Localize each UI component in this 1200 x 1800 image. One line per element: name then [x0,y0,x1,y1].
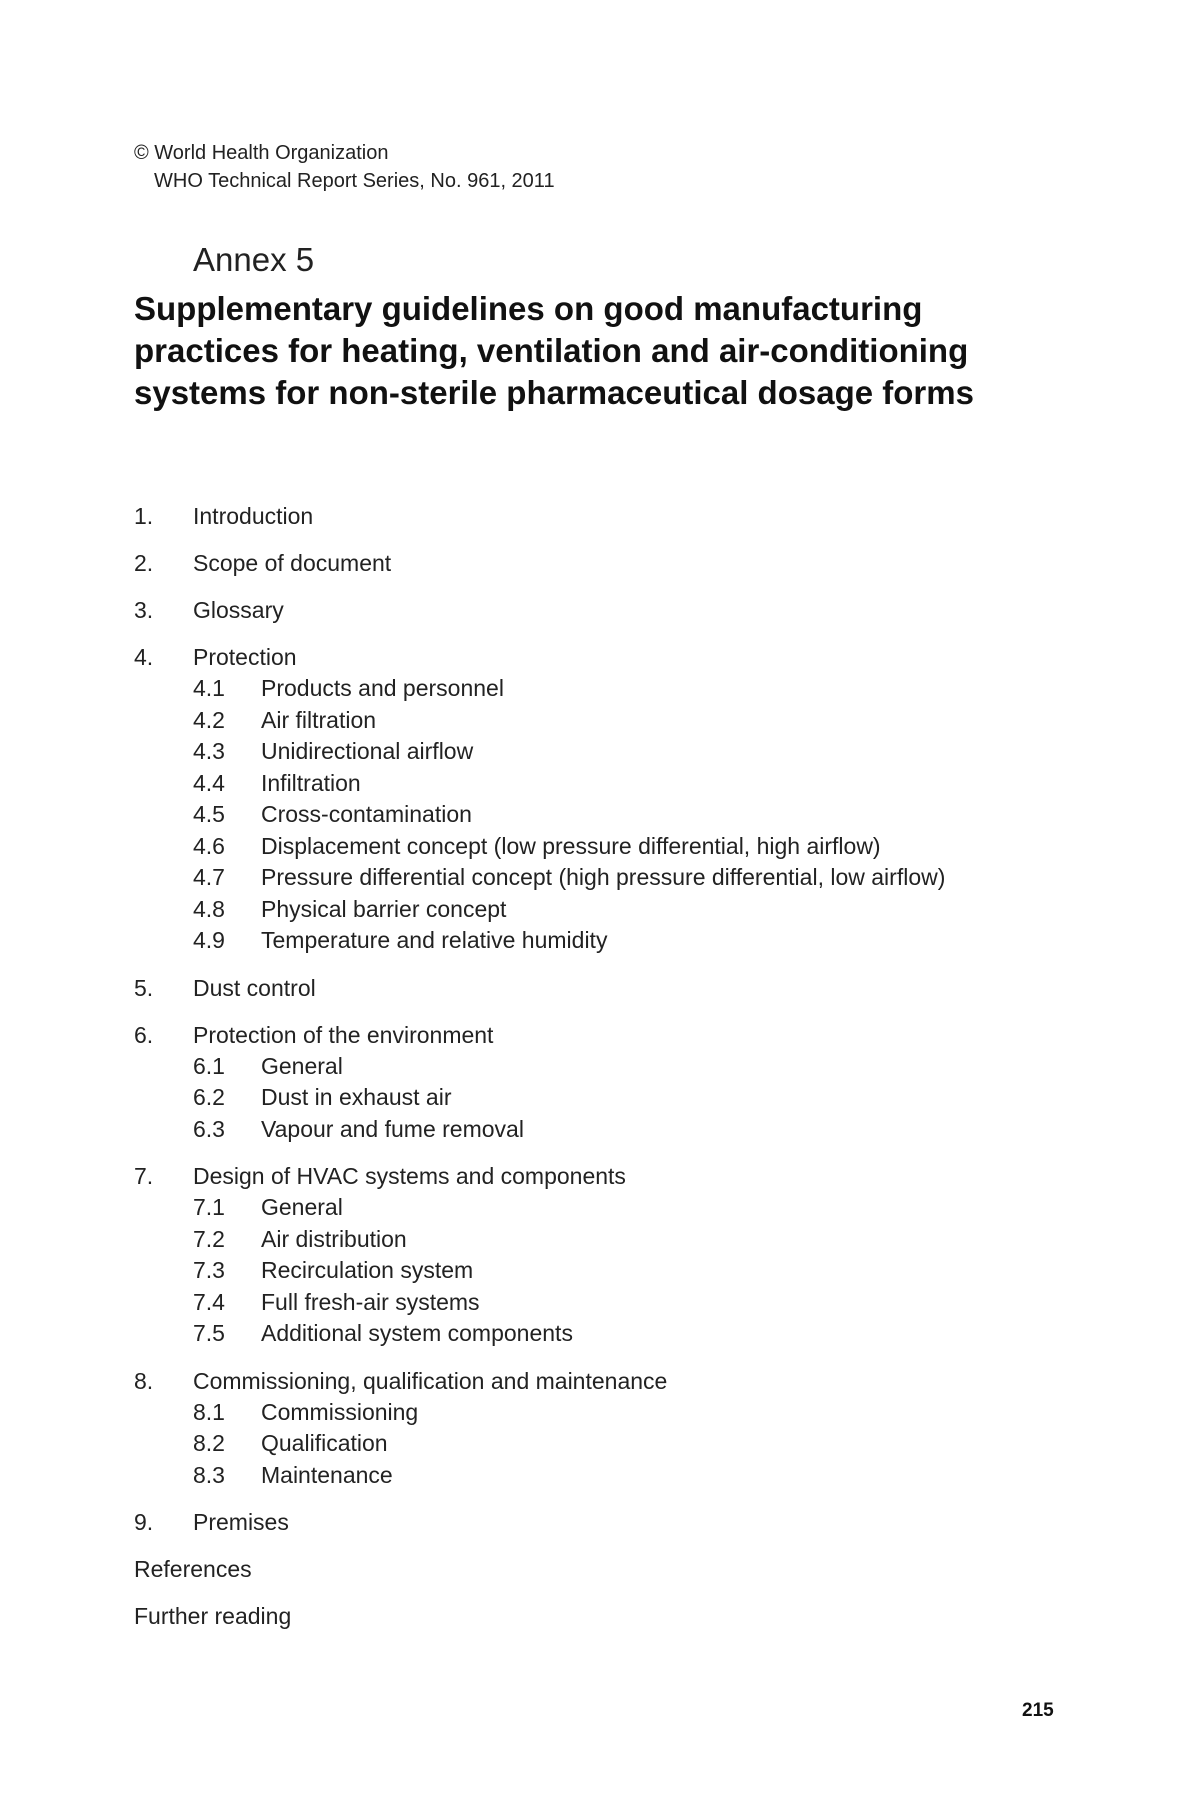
toc-subitem-number: 7.1 [193,1194,225,1220]
page-title: Supplementary guidelines on good manufacturing practices for heating, ventilation and air-conditioning systems for non-sterile pharmaceutical dosage forms [134,290,974,411]
toc-entry [134,594,1094,626]
toc-item-label: Commissioning, qualification and maintenance [193,1367,668,1394]
toc-subitem-label: Dust in exhaust air [261,1084,452,1110]
toc-item [134,1019,1094,1051]
toc-subitem-label: Full fresh-air systems [261,1288,480,1315]
toc-entry [134,1365,1094,1492]
toc-subitem [193,705,1094,737]
toc-item-label: Premises [193,1509,289,1535]
toc-subitem [193,1287,1094,1319]
toc-subitem [193,925,1094,957]
toc-subsection-list [193,1192,1094,1350]
toc-item-label: Protection of the environment [193,1021,494,1048]
toc-subitem-label: Temperature and relative humidity [261,927,608,953]
toc-subitem-label: Air filtration [261,706,377,733]
toc-item-label: Design of HVAC systems and components [193,1163,626,1189]
toc-entry [134,1506,1094,1538]
toc-subitem [193,894,1094,926]
toc-item-number: 7. [134,1163,154,1189]
toc-item-label: Protection [193,644,297,670]
toc-subitem [193,1460,1094,1492]
toc-item-number: 1. [134,503,154,529]
toc-subitem [193,1397,1094,1429]
toc-item [134,972,1094,1004]
toc-subitem-number: 6.3 [193,1115,225,1142]
toc-item-number: 9. [134,1509,154,1535]
page-number: 215 [1022,1700,1054,1721]
toc-subitem-label: Infiltration [261,769,361,796]
toc-subitem-number: 8.2 [193,1430,225,1456]
toc-subitem [193,799,1094,831]
toc-item [134,594,1094,626]
toc-subitem-number: 4.3 [193,738,225,764]
toc-subitem-label: Qualification [261,1430,388,1456]
toc-item-label: References [134,1556,252,1582]
toc-item-label: Scope of document [193,550,392,576]
toc-entry [134,641,1094,957]
series-line: WHO Technical Report Series, No. 961, 2011 [154,170,555,192]
toc-subitem [193,862,1094,894]
toc-entry [134,972,1094,1004]
toc-subitem-label: Maintenance [261,1461,393,1488]
toc-item-label: Glossary [193,597,284,623]
toc-subitem [193,1114,1094,1146]
toc-subitem-number: 4.9 [193,927,225,953]
publication-header [134,139,555,195]
toc-item [134,547,1094,579]
toc-subsection-list [193,1051,1094,1146]
toc-subitem-label: Unidirectional airflow [261,738,474,764]
toc-subitem [193,1428,1094,1460]
toc-subitem [193,673,1094,705]
toc-item [134,1553,1094,1585]
toc-entry [134,1019,1094,1146]
toc-subitem [193,768,1094,800]
toc-item [134,1365,1094,1397]
toc-item [134,500,1094,532]
toc-subitem-label: Additional system components [261,1320,573,1346]
toc-subitem-number: 7.2 [193,1225,225,1252]
toc-subitem-number: 4.5 [193,801,225,827]
toc-subitem-label: General [261,1194,343,1220]
toc-subitem-label: Vapour and fume removal [261,1115,524,1142]
toc-item-number: 6. [134,1021,154,1048]
toc-subitem-number: 7.4 [193,1288,225,1315]
toc-item [134,1506,1094,1538]
toc-subitem-number: 4.4 [193,769,225,796]
toc-entry [134,1600,1094,1632]
toc-item-number: 4. [134,644,154,670]
toc-entry [134,1553,1094,1585]
toc-subitem [193,736,1094,768]
toc-subitem-number: 6.2 [193,1084,225,1110]
toc-subitem [193,1192,1094,1224]
toc-subitem [193,1051,1094,1083]
toc-item [134,641,1094,673]
toc-subitem-number: 8.1 [193,1398,225,1425]
toc-item-number: 5. [134,974,154,1001]
toc-subitem [193,1224,1094,1256]
toc-subitem [193,1318,1094,1350]
toc-subsection-list [193,673,1094,957]
toc-subitem-number: 7.3 [193,1257,225,1283]
toc-subitem-label: Cross-contamination [261,801,472,827]
toc-subitem-label: Physical barrier concept [261,895,507,922]
toc-subitem-number: 7.5 [193,1320,225,1346]
annex-label: Annex 5 [193,241,315,278]
toc-entry [134,1160,1094,1350]
toc-subitem-number: 4.8 [193,895,225,922]
toc-subitem-number: 4.7 [193,864,225,890]
table-of-contents [134,500,1094,1647]
toc-item [134,1600,1094,1632]
toc-item [134,1160,1094,1192]
toc-subitem-number: 6.1 [193,1052,225,1079]
toc-item-label: Further reading [134,1603,292,1629]
toc-subitem-label: Commissioning [261,1398,419,1425]
toc-item-number: 3. [134,597,154,623]
toc-subitem-number: 4.2 [193,706,225,733]
copyright-line: © World Health Organization [134,142,389,164]
toc-item-label: Introduction [193,503,314,529]
toc-subitem-label: Displacement concept (low pressure differential, high airflow) [261,832,881,859]
toc-subitem-label: Products and personnel [261,675,504,701]
toc-subitem-label: Pressure differential concept (high pressure differential, low airflow) [261,864,946,890]
toc-subsection-list [193,1397,1094,1492]
toc-item-label: Dust control [193,974,316,1001]
toc-item-number: 2. [134,550,154,576]
toc-subitem-label: Recirculation system [261,1257,474,1283]
toc-subitem-label: General [261,1052,343,1079]
toc-subitem [193,831,1094,863]
toc-subitem-number: 4.1 [193,675,225,701]
toc-subitem [193,1255,1094,1287]
toc-subitem-number: 8.3 [193,1461,225,1488]
toc-subitem [193,1082,1094,1114]
toc-subitem-number: 4.6 [193,832,225,859]
toc-entry [134,500,1094,532]
toc-item-number: 8. [134,1367,154,1394]
toc-entry [134,547,1094,579]
toc-subitem-label: Air distribution [261,1225,407,1252]
